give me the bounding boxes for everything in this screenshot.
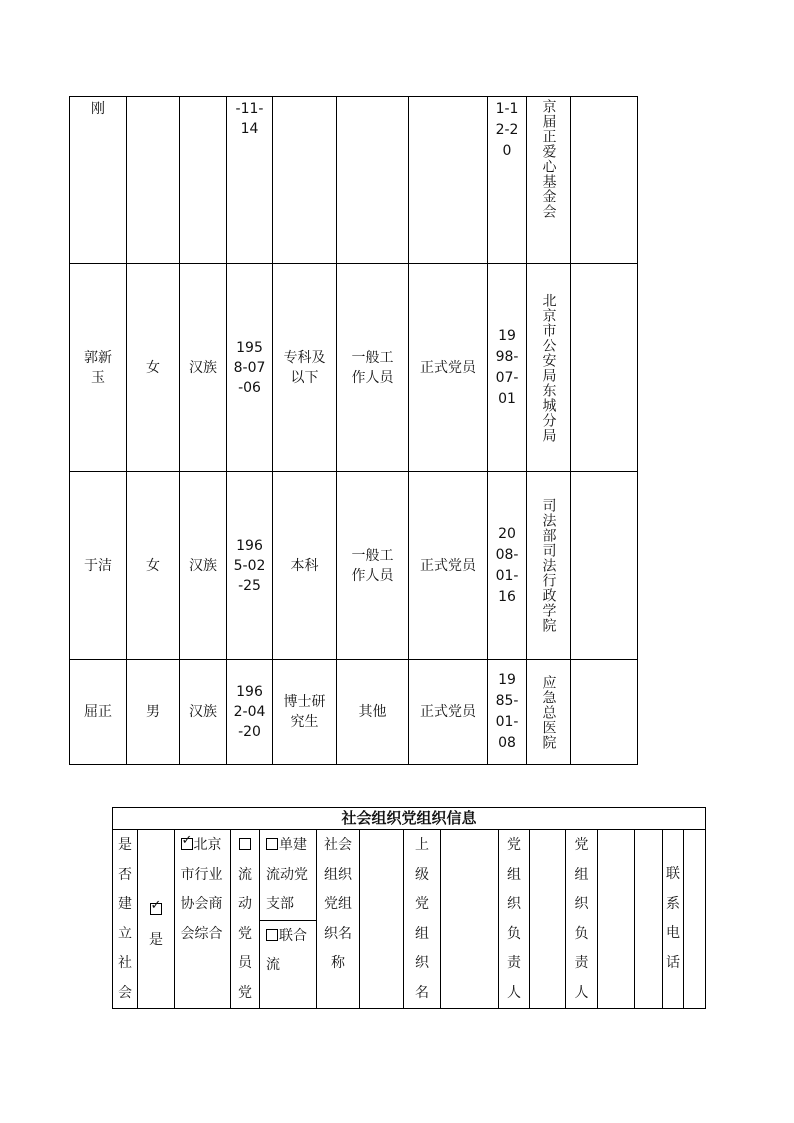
blank-cell [571, 472, 638, 660]
blank-cell [571, 660, 638, 765]
name-cell: 屈正 [70, 660, 127, 765]
party-status-cell [409, 97, 488, 264]
leader-label-cell: 党组织负责人 [566, 830, 598, 1009]
join-date-cell: 1985-01-08 [488, 660, 527, 765]
org-cell: 京届正爱心基金会 [527, 97, 571, 264]
party-status-cell: 正式党员 [409, 264, 488, 472]
name-cell: 于洁 [70, 472, 127, 660]
leader-value-cell [530, 830, 566, 1009]
name-cell: 刚 [70, 97, 127, 264]
parent-org-value-cell [441, 830, 499, 1009]
gender-cell: 女 [127, 264, 180, 472]
birth-date-cell: 1965-02-25 [227, 472, 273, 660]
table-row [70, 97, 638, 264]
leader-label-cell: 党组织负责人 [499, 830, 530, 1009]
type-joint-cell: 联合流 [260, 920, 317, 1008]
join-date-cell: 1-12-20 [488, 97, 527, 264]
party-status-cell: 正式党员 [409, 472, 488, 660]
checkbox-checked-icon[interactable] [181, 838, 193, 850]
checkbox-icon[interactable] [239, 838, 251, 850]
established-label-cell: 是否建立社会 [113, 830, 138, 1009]
education-cell: 博士研究生 [273, 660, 337, 765]
checkbox-icon[interactable] [266, 929, 278, 941]
established-value: 是 [149, 931, 163, 948]
gender-cell [127, 97, 180, 264]
ethnicity-cell: 汉族 [180, 264, 227, 472]
gender-cell: 女 [127, 472, 180, 660]
position-cell [337, 97, 409, 264]
title-row [113, 808, 706, 830]
section-title: 社会组织党组织信息 [113, 808, 706, 830]
name-cell: 郭新玉 [70, 264, 127, 472]
leader-value-cell [598, 830, 635, 1009]
type-industry-cell: ✓北京市行业协会商会综合 [175, 830, 231, 1009]
table-row [70, 264, 638, 472]
blank-cell [635, 830, 663, 1009]
table-row [70, 472, 638, 660]
type-mobile-cell: 流动党员党 [231, 830, 260, 1009]
education-cell [273, 97, 337, 264]
join-date-cell: 1998-07-01 [488, 264, 527, 472]
table-row [113, 830, 706, 921]
ethnicity-cell: 汉族 [180, 660, 227, 765]
checkbox-icon[interactable] [266, 838, 278, 850]
party-org-info-table [112, 807, 706, 1009]
birth-date-cell: -11-14 [227, 97, 273, 264]
party-status-cell: 正式党员 [409, 660, 488, 765]
org-name-value-cell [360, 830, 404, 1009]
org-cell: 应急总医院 [527, 660, 571, 765]
ethnicity-cell [180, 97, 227, 264]
gender-cell: 男 [127, 660, 180, 765]
type-single-cell: 单建流动党支部 [260, 830, 317, 921]
parent-org-label-cell: 上级党组织名 [404, 830, 441, 1009]
position-cell: 一般工作人员 [337, 472, 409, 660]
org-cell: 司法部司法行政学院 [527, 472, 571, 660]
blank-cell [571, 264, 638, 472]
table-row [70, 660, 638, 765]
ethnicity-cell: 汉族 [180, 472, 227, 660]
birth-date-cell: 1958-07-06 [227, 264, 273, 472]
join-date-cell: 2008-01-16 [488, 472, 527, 660]
education-cell: 本科 [273, 472, 337, 660]
checkbox-checked-icon[interactable] [150, 903, 162, 915]
phone-value-cell [684, 830, 706, 1009]
position-cell: 其他 [337, 660, 409, 765]
party-member-table [69, 96, 638, 765]
org-name-label-cell: 社会组织党组织名称 [317, 830, 360, 1009]
position-cell: 一般工作人员 [337, 264, 409, 472]
birth-date-cell: 1962-04-20 [227, 660, 273, 765]
established-choice-cell [138, 830, 175, 1009]
phone-label-cell: 联系电话 [663, 830, 684, 1009]
education-cell: 专科及以下 [273, 264, 337, 472]
blank-cell [571, 97, 638, 264]
org-cell: 北京市公安局东城分局 [527, 264, 571, 472]
